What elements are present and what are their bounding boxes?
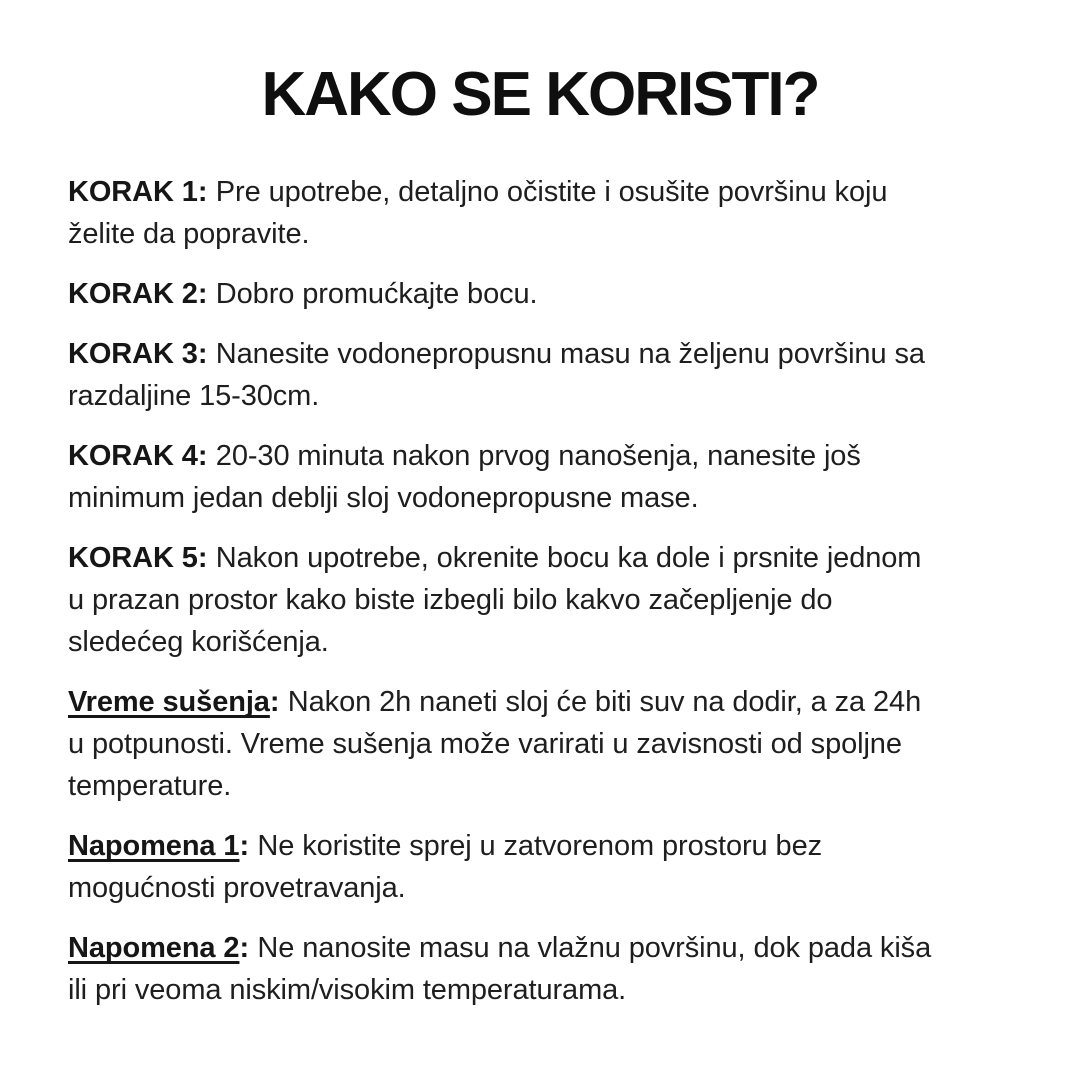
section-label-korak-1: KORAK 1 [68,176,198,208]
section-label-korak-4: KORAK 4 [68,440,198,472]
section-napomena-2 [68,927,1012,1011]
label-colon: : [239,932,250,964]
text-line-content: Nakon upotrebe, okrenite bocu ka dole i prsnite jednom [215,542,922,574]
label-colon: : [197,338,208,370]
text-line-content: Nanesite vodonepropusnu masu na željenu površinu sa [215,338,925,370]
section-label-korak-2: KORAK 2 [68,278,198,310]
label-colon: : [239,830,250,862]
section-vreme-susenja [68,681,1012,807]
section-label-korak-5: KORAK 5 [68,542,198,574]
label-colon: : [197,542,208,574]
text-line: temperature. [68,770,232,802]
text-line: sledećeg korišćenja. [68,626,329,658]
section-label-vreme-susenja: Vreme sušenja [68,686,270,718]
text-line: ili pri veoma niskim/visokim temperaturama. [68,974,627,1006]
label-colon: : [197,440,208,472]
text-line: minimum jedan deblji sloj vodonepropusne mase. [68,482,699,514]
text-line [68,435,1012,477]
text-line: u prazan prostor kako biste izbegli bilo kakvo začepljenje do [68,584,833,616]
text-line [68,681,1012,723]
section-korak-4 [68,435,1012,519]
text-line-content: Pre upotrebe, detaljno očistite i osušite površinu koju [215,176,888,208]
text-line-content: Ne nanosite masu na vlažnu površinu, dok pada kiša [257,932,932,964]
label-colon: : [197,278,208,310]
text-line-content: 20-30 minuta nakon prvog nanošenja, nanesite još [215,440,861,472]
text-line-content: Nakon 2h naneti sloj će biti suv na dodir, a za 24h [287,686,922,718]
text-line [68,171,1012,213]
text-line-content: Dobro promućkajte bocu. [215,278,538,310]
section-label-napomena-1: Napomena 1 [68,830,240,862]
text-line-content: Ne koristite sprej u zatvorenom prostoru bez [257,830,822,862]
section-napomena-1 [68,825,1012,909]
text-line [68,537,1012,579]
text-line [68,333,1012,375]
text-line [68,825,1012,867]
text-line: razdaljine 15-30cm. [68,380,320,412]
section-korak-3 [68,333,1012,417]
section-korak-1 [68,171,1012,255]
text-line [68,927,1012,969]
page-title: KAKO SE KORISTI? [261,60,819,129]
text-line: u potpunosti. Vreme sušenja može varirati u zavisnosti od spoljne [68,728,902,760]
text-line: mogućnosti provetravanja. [68,872,406,904]
text-line: želite da popravite. [68,218,310,250]
text-line [68,273,1012,315]
label-colon: : [269,686,280,718]
section-label-napomena-2: Napomena 2 [68,932,240,964]
label-colon: : [197,176,208,208]
section-korak-2 [68,273,1012,315]
section-korak-5 [68,537,1012,663]
section-label-korak-3: KORAK 3 [68,338,198,370]
